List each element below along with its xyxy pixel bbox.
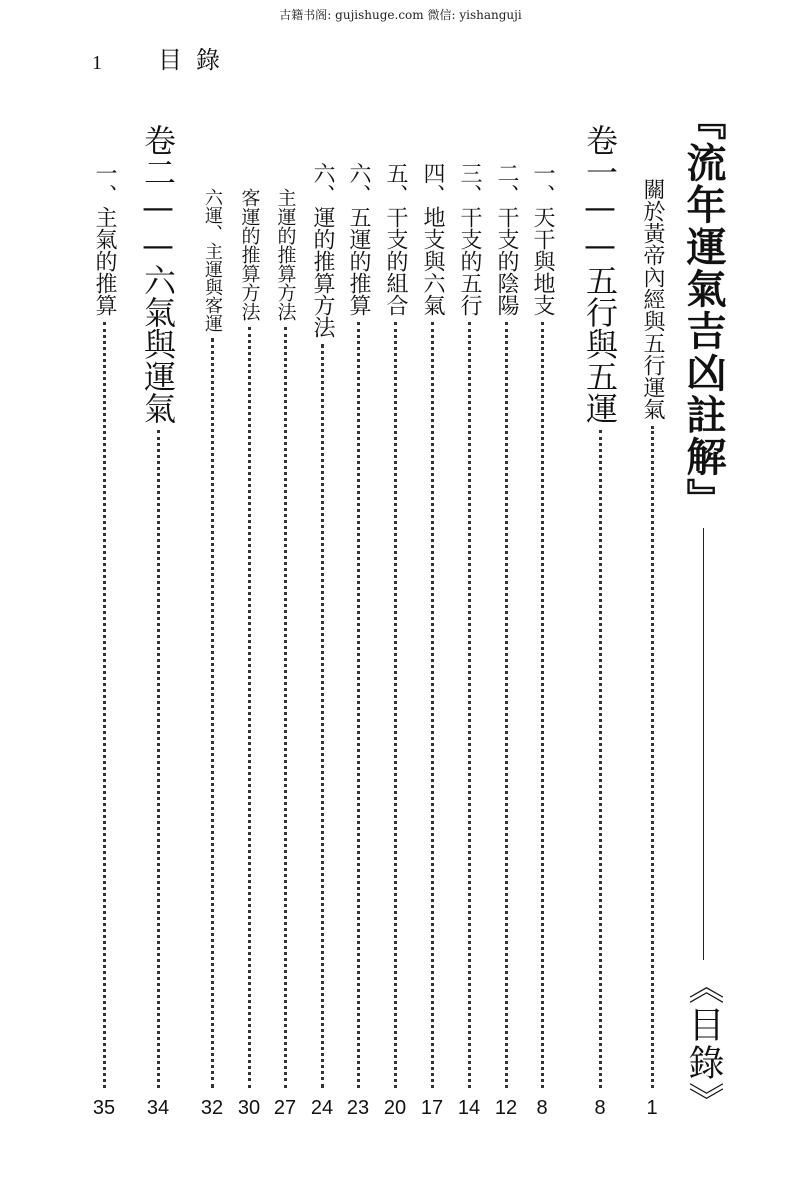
section-heading: 《目錄》 — [683, 968, 724, 1120]
toc-entry[interactable] — [449, 100, 489, 1120]
toc-entry-label: 三、干支的五行 — [457, 162, 482, 316]
title-rule — [703, 528, 704, 960]
dot-leader — [505, 322, 508, 1088]
toc-entry-label: 二、干支的陰陽 — [494, 162, 519, 316]
toc-entry-label: 六、運的推算方法 — [310, 162, 335, 338]
toc-entry[interactable] — [302, 100, 342, 1120]
page-number: 1 — [92, 52, 102, 74]
toc-entry-label: 五、干支的組合 — [383, 162, 408, 316]
dot-leader — [103, 322, 106, 1088]
toc-entry-page: 8 — [536, 1097, 548, 1119]
toc-entry[interactable] — [375, 100, 415, 1120]
watermark-text: 古籍书阁: gujishuge.com 微信: yishanguji — [279, 8, 522, 22]
toc-entry-page: 14 — [457, 1097, 481, 1119]
toc-entry-page: 12 — [494, 1097, 518, 1119]
toc-entry-page: 27 — [273, 1097, 297, 1119]
toc-entry-page: 24 — [310, 1097, 334, 1119]
toc-entry-page: 8 — [594, 1097, 606, 1119]
toc-entry-label: 一、主氣的推算 — [92, 162, 117, 316]
dot-leader — [157, 430, 160, 1088]
toc-volume-heading[interactable] — [136, 100, 180, 1120]
book-title: 『流年運氣吉凶註解』 — [680, 100, 727, 520]
toc-entry-page: 32 — [200, 1097, 224, 1119]
toc-entry-label: 關於黃帝內經與五行運氣 — [640, 178, 665, 420]
dot-leader — [394, 322, 397, 1088]
toc-subentry[interactable] — [229, 100, 269, 1120]
dot-leader — [357, 322, 360, 1088]
dot-leader — [541, 322, 544, 1088]
dot-leader — [211, 338, 214, 1088]
running-title: 目錄 — [158, 46, 234, 74]
toc-entry-label: 客運的推算方法 — [238, 188, 261, 321]
toc-subentry[interactable] — [192, 100, 232, 1120]
toc-entry-label: 四、地支與六氣 — [420, 162, 445, 316]
toc-entry[interactable] — [486, 100, 526, 1120]
toc-entry-page: 35 — [92, 1097, 116, 1119]
toc-entry-label: 主運的推算方法 — [274, 188, 297, 321]
toc-entry-label: 一、天干與地支 — [530, 162, 555, 316]
dot-leader — [599, 430, 602, 1088]
toc-entry[interactable] — [412, 100, 452, 1120]
toc-entry-page: 17 — [420, 1097, 444, 1119]
toc-entry-label: 六、五運的推算 — [346, 162, 371, 316]
toc-entry-page: 30 — [237, 1097, 261, 1119]
toc-entry-page: 23 — [346, 1097, 370, 1119]
book-title-column — [678, 100, 728, 1120]
toc-volume-label: 卷二——六氣與運氣 — [139, 124, 177, 424]
dot-leader — [468, 322, 471, 1088]
toc-entry-page: 1 — [646, 1097, 658, 1119]
toc-entry-page: 20 — [383, 1097, 407, 1119]
dot-leader — [248, 327, 251, 1088]
toc-entry-label: 六運、主運與客運 — [202, 188, 223, 332]
dot-leader — [651, 426, 654, 1088]
toc-entry[interactable] — [84, 100, 124, 1120]
dot-leader — [284, 327, 287, 1088]
toc-entry[interactable] — [522, 100, 562, 1120]
toc-subentry[interactable] — [265, 100, 305, 1120]
toc-entry[interactable] — [338, 100, 378, 1120]
toc-entry-page: 34 — [146, 1097, 170, 1119]
dot-leader — [321, 344, 324, 1088]
toc-volume-label: 卷一——五行與五運 — [581, 124, 619, 424]
toc-volume-heading[interactable] — [578, 100, 622, 1120]
toc-entry[interactable] — [632, 100, 672, 1120]
dot-leader — [431, 322, 434, 1088]
